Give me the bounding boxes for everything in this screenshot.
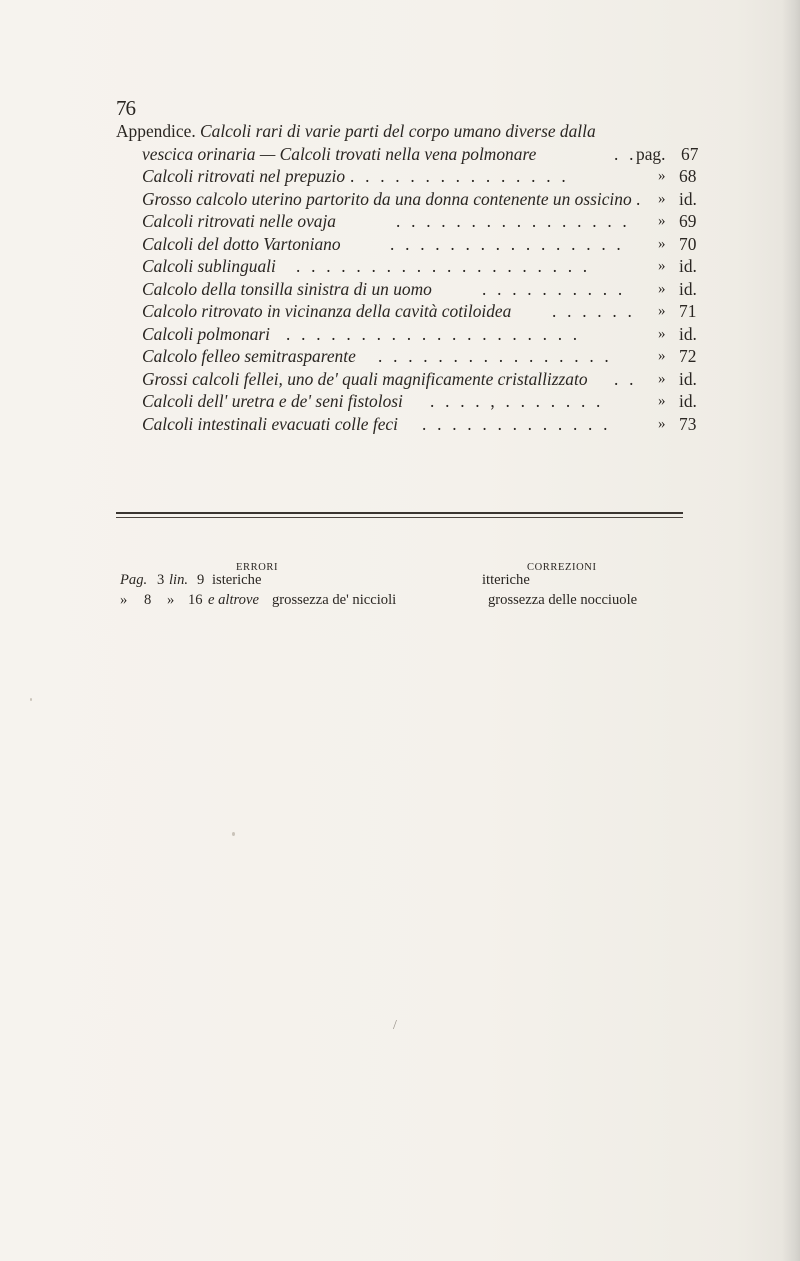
toc-page-number: id. bbox=[679, 323, 697, 344]
toc-entry-label: Calcoli sublinguali bbox=[142, 256, 276, 276]
divider-rule-thick bbox=[116, 512, 683, 514]
toc-entry-label: Calcolo della tonsilla sinistra di un uomo bbox=[142, 278, 432, 299]
toc-page-number: 72 bbox=[679, 346, 697, 366]
toc-entry-label: Grosso calcolo uterino partorito da una donna contenente un ossicino bbox=[142, 188, 632, 209]
toc-ditto-mark: » bbox=[658, 325, 666, 342]
toc-row bbox=[116, 255, 697, 278]
toc-row bbox=[116, 210, 697, 233]
errata-error-text: grossezza de' niccioli bbox=[272, 592, 397, 608]
toc-ditto-mark: » bbox=[658, 190, 666, 207]
errata-line-label: lin. bbox=[169, 572, 189, 588]
toc-entry-label: Calcoli ritrovati nel prepuzio bbox=[142, 166, 346, 186]
toc-leaders: . . bbox=[614, 368, 637, 389]
toc-ditto-mark: » bbox=[658, 235, 666, 252]
errata-header-corrections: CORREZIONI bbox=[527, 562, 597, 573]
toc-ditto-mark: » bbox=[658, 393, 666, 409]
toc-entry-label: Calcoli del dotto Vartoniano bbox=[142, 233, 341, 254]
toc-page-prefix: pag. bbox=[636, 143, 666, 164]
toc-leaders: . . . . . . . . . . . . . . . . . . . . bbox=[296, 256, 591, 276]
divider-rule-thin bbox=[116, 517, 683, 518]
toc-heading-line bbox=[116, 120, 596, 143]
toc-entry-label: Calcoli polmonari bbox=[142, 323, 271, 344]
toc-entry-label: Calcoli ritrovati nelle ovaja bbox=[142, 211, 337, 231]
toc-ditto-mark: » bbox=[658, 258, 666, 274]
toc-leaders: . . . . , . . . . . . . bbox=[430, 391, 604, 411]
toc-heading-prefix: Appendice. bbox=[116, 121, 196, 141]
errata-line-label: » bbox=[167, 592, 175, 608]
toc-leaders: . . . . . . . . . . bbox=[482, 278, 626, 299]
toc-entry-label: Calcolo felleo semitrasparente bbox=[142, 346, 356, 366]
toc-ditto-mark: » bbox=[658, 370, 666, 387]
toc-ditto-mark: » bbox=[658, 348, 666, 364]
toc-ditto-mark: » bbox=[658, 303, 666, 319]
toc-heading-text: Calcoli rari di varie parti del corpo umano diverse dalla bbox=[200, 121, 596, 141]
page-number: 76 bbox=[116, 96, 135, 120]
toc-row bbox=[116, 188, 697, 211]
toc-page-number: 68 bbox=[679, 166, 697, 186]
toc-entry-label: Grossi calcoli fellei, uno de' quali magnificamente cristallizzato bbox=[142, 368, 588, 389]
toc-page-number: 70 bbox=[679, 233, 697, 254]
toc-leaders: . . . . . . . . . . . . . . . . . . . . bbox=[286, 323, 581, 344]
toc-leaders: . . . . . . bbox=[552, 301, 636, 321]
errata-line-number: 9 bbox=[197, 572, 205, 588]
toc-ditto-mark: » bbox=[658, 415, 666, 432]
toc-leaders: . . bbox=[614, 143, 637, 164]
toc-ditto-mark: » bbox=[658, 168, 666, 184]
errata-page-number: 3 bbox=[157, 572, 165, 588]
errata-line-number: 16 bbox=[188, 592, 203, 608]
toc-row bbox=[116, 165, 697, 188]
toc-ditto-mark: » bbox=[658, 280, 666, 297]
toc-leaders: . bbox=[636, 188, 644, 209]
toc-page-number: 73 bbox=[679, 413, 697, 434]
errata-page-number: 8 bbox=[144, 592, 152, 608]
toc-leaders: . . . . . . . . . . . . . . . . bbox=[396, 211, 630, 231]
toc-entry-label: Calcolo ritrovato in vicinanza della cavità cotiloidea bbox=[142, 301, 512, 321]
stray-pencil-mark: / bbox=[393, 1018, 397, 1033]
paper-speck bbox=[232, 832, 235, 836]
errata-header-errors: ERRORI bbox=[236, 562, 279, 573]
toc-leaders: . . . . . . . . . . . . . bbox=[422, 413, 611, 434]
table-of-contents bbox=[116, 120, 699, 435]
toc-page-number: 71 bbox=[679, 301, 697, 321]
toc-leaders: . . . . . . . . . . . . . . . . bbox=[378, 346, 612, 366]
toc-page-number: 67 bbox=[681, 143, 699, 164]
errata-page-prefix: Pag. bbox=[120, 572, 148, 588]
errata-correction-text: grossezza delle nocciuole bbox=[488, 592, 638, 608]
errata-page-prefix: » bbox=[120, 592, 128, 608]
page-edge-shadow bbox=[782, 0, 800, 1261]
toc-page-number: id. bbox=[679, 391, 697, 411]
toc-page-number: id. bbox=[679, 256, 697, 276]
toc-row bbox=[116, 323, 697, 346]
toc-entry-label: Calcoli dell' uretra e de' seni fistolosi bbox=[142, 391, 403, 411]
toc-page-number: id. bbox=[679, 368, 697, 389]
toc-leaders: . . . . . . . . . . . . . . . . bbox=[390, 233, 624, 254]
toc-row-heading bbox=[116, 120, 688, 143]
paper-speck bbox=[30, 698, 32, 701]
errata-error-italic: e altrove bbox=[208, 592, 259, 608]
toc-row bbox=[116, 278, 697, 301]
toc-row bbox=[116, 368, 697, 391]
toc-ditto-mark: » bbox=[658, 213, 666, 229]
toc-leaders: . . . . . . . . . . . . . . . bbox=[350, 166, 569, 186]
toc-row bbox=[116, 345, 697, 368]
toc-page-number: id. bbox=[679, 278, 697, 299]
toc-row bbox=[116, 233, 697, 256]
toc-row bbox=[116, 413, 697, 436]
errata-correction-text: itteriche bbox=[482, 572, 530, 588]
toc-page-number: id. bbox=[679, 188, 697, 209]
toc-entry-label: Calcoli intestinali evacuati colle feci bbox=[142, 413, 398, 434]
toc-row bbox=[116, 300, 697, 323]
toc-row bbox=[116, 390, 697, 413]
toc-row bbox=[116, 143, 699, 166]
errata-error-text: isteriche bbox=[212, 572, 262, 588]
toc-entry-label: vescica orinaria — Calcoli trovati nella vena polmonare bbox=[142, 143, 537, 164]
toc-page-number: 69 bbox=[679, 211, 697, 231]
